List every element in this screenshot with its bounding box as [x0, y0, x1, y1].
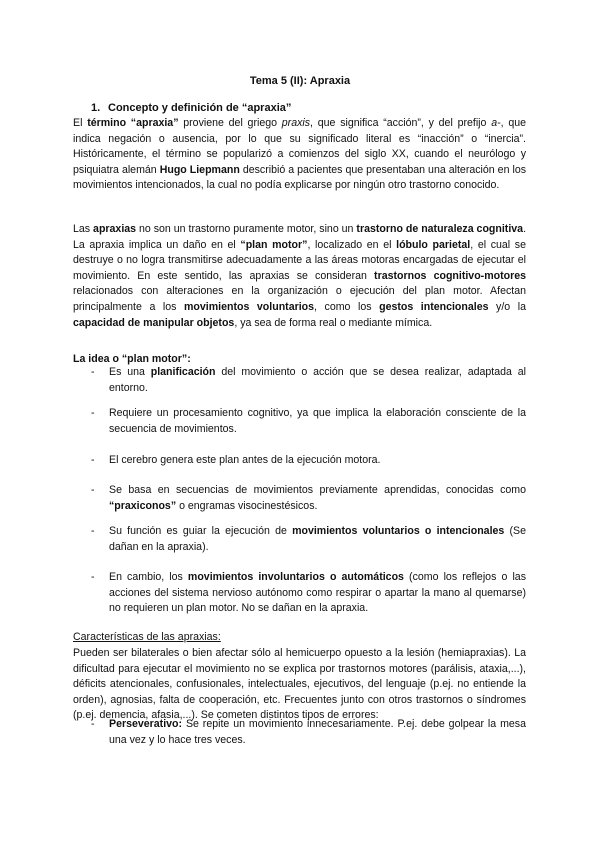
list-item-text: Requiere un procesamiento cognitivo, ya que implica la elaboración consciente de la secuencia de movimientos.	[109, 407, 526, 435]
caracteristicas-heading: Características de las apraxias:	[73, 631, 221, 643]
paragraph-definition	[73, 116, 526, 194]
italic-term: praxis	[281, 117, 311, 129]
text-run: , como los	[314, 300, 380, 313]
bullet-dash: -	[91, 571, 95, 583]
list-item	[91, 406, 526, 437]
text-run: En cambio, los	[109, 571, 188, 583]
text-run: . La apraxia implica un daño en el	[73, 223, 527, 251]
text-run: El	[73, 117, 88, 129]
text-run: , que indica negación o ausencia, por lo que su significado literal es “inacción” o “inercia”. Históricamente, el término se popularizó a comienzos del siglo XX, cuando el neurólogo y psiquiatra alemán	[73, 117, 526, 176]
bullet-dash: -	[91, 407, 95, 419]
text-run: relacionados con alteraciones en la organización o ejecución del plan motor. Afectan principalmente a los	[73, 285, 526, 313]
italic-term: a-	[491, 117, 501, 129]
text-run: (como los reflejos o las acciones del sistema nervioso autónomo como respirar o apartar la mano al quemarse) no requieren un plan motor. No se dañan en la apraxia.	[109, 571, 526, 615]
list-item	[91, 365, 526, 396]
list-item	[91, 453, 526, 469]
bullet-dash: -	[91, 484, 95, 496]
text-run: describió a pacientes que presentaban una alteración en los movimientos intencionados, la cual no podía explicarse por ningún otro trastorno conocido.	[73, 163, 527, 192]
text-run: Se basa en secuencias de movimientos previamente aprendidas, conocidas como	[109, 484, 526, 496]
bullet-dash: -	[91, 718, 95, 730]
text-run: y/o la	[488, 300, 526, 313]
list-item-text	[109, 365, 526, 396]
text-run: , el cual se destruye o no logra transmitirse adecuadamente a las áreas motoras encargadas de ejecutar el movimiento. En este sentido, las apraxias se consideran	[73, 238, 526, 282]
text-run: Su función es guiar la ejecución de	[109, 525, 293, 537]
list-item-text	[109, 483, 526, 514]
bold-term: trastorno de naturaleza cognitiva	[356, 223, 524, 235]
bullet-dash: -	[91, 454, 95, 466]
text-run: , ya sea de forma real o mediante mímica.	[234, 316, 433, 329]
document-title: Tema 5 (II): Apraxia	[249, 75, 351, 87]
list-item	[91, 570, 526, 617]
bold-term: movimientos voluntarios o intencionales	[292, 525, 505, 537]
list-item	[91, 483, 526, 514]
bold-term: “praxiconos”	[109, 499, 177, 512]
bold-term: movimientos involuntarios o automáticos	[187, 571, 404, 583]
bold-term: apraxias	[93, 223, 137, 235]
text-run: no son un trastorno puramente motor, sino un	[136, 223, 357, 235]
bold-term: “plan motor”	[240, 238, 308, 251]
list-item	[91, 717, 526, 748]
bold-term: trastornos cognitivo-motores	[374, 269, 526, 282]
bold-term: lóbulo parietal	[396, 238, 471, 251]
list-item-text	[109, 717, 526, 748]
list-item	[91, 524, 526, 555]
text-run: del movimiento o acción que se desea realizar, adaptada al entorno.	[109, 366, 526, 394]
section-number: 1.	[91, 102, 101, 114]
bold-term: gestos intencionales	[379, 300, 489, 313]
section-heading	[91, 101, 291, 117]
paragraph-apraxias	[73, 222, 526, 331]
text-run: (Se dañan en la apraxia).	[109, 525, 526, 553]
text-run: Se repite un movimiento innecesariamente. P.ej. debe golpear la mesa una vez y lo hace tres veces.	[109, 718, 526, 746]
bold-term: Hugo Liepmann	[159, 163, 240, 176]
bullet-dash: -	[91, 525, 95, 537]
list-item-text	[109, 570, 526, 617]
bold-term: término “apraxia”	[87, 117, 179, 129]
text-run: Es una	[109, 366, 151, 378]
list-item-text: El cerebro genera este plan antes de la ejecución motora.	[109, 454, 381, 466]
section-heading-text: Concepto y definición de “apraxia”	[108, 102, 292, 114]
text-run: Las	[73, 223, 94, 235]
text-run: , localizado en el	[307, 238, 397, 251]
bold-term: planificación	[150, 366, 216, 378]
list-item-text	[109, 524, 526, 555]
bold-term: movimientos voluntarios	[184, 300, 315, 313]
text-run: o engramas visocinestésicos.	[176, 499, 318, 512]
bold-term: Perseverativo:	[109, 718, 183, 730]
text-run: proviene del griego	[178, 117, 282, 129]
bold-term: capacidad de manipular objetos	[73, 316, 235, 329]
paragraph-caracteristicas: Pueden ser bilaterales o bien afectar sólo al hemicuerpo opuesto a la lesión (hemiapraxias). La dificultad para ejecutar el movimiento no se explica por trastornos motores (parálisis, ataxia,...), déficits atencionales, confusionales, intelectuales, ejecutivos, del lenguaje (p.ej. no entiende la orden), agnosias, falta de cooperación, etc. Frecuentes junto con otros trastornos o síndromes (p.ej. demencia, afasia,...). Se cometen distintos tipos de errores:	[73, 647, 526, 722]
text-run: , que significa “acción”, y del prefijo	[310, 117, 492, 129]
plan-motor-heading: La idea o “plan motor”:	[73, 353, 191, 365]
bullet-dash: -	[91, 366, 95, 378]
